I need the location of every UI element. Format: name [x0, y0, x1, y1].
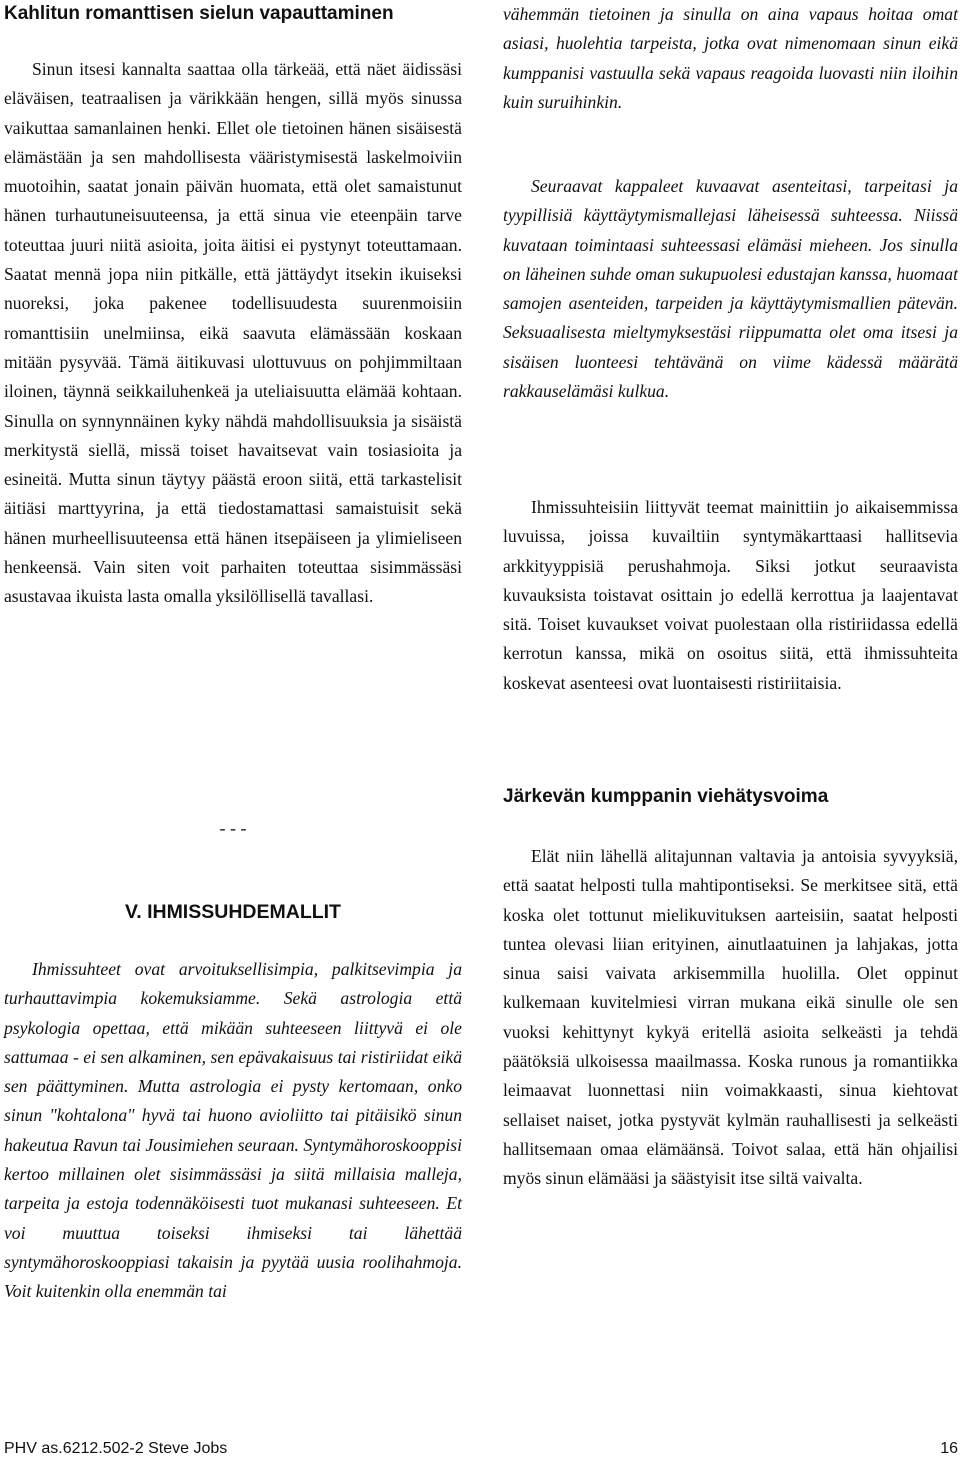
- paragraph-freedom: [503, 0, 958, 117]
- section-title-romantic-soul: Kahlitun romanttisen sielun vapauttaminen: [4, 3, 394, 24]
- page-number: 16: [940, 1440, 958, 1457]
- italic-paragraph: vähemmän tietoinen ja sinulla on aina vapaus hoitaa omat asiasi, huolehtia tarpeista, jotka ovat nimenomaan sinun eikä kumppanisi vastuulla sekä vapaus reagoida luovasti niin iloihin kuin suruihinkin.: [503, 4, 958, 112]
- body-paragraph: Sinun itsesi kannalta saattaa olla tärkeää, että näet äidissäsi eläväisen, teatraalisen ja värikkään hengen, sillä myös sinussa vaikuttaa samanlainen henki. Ellet ole tietoinen hänen sisäisestä elämästään ja sen mahdollisesta vääristymisestä laskelmoiviin muotoihin, saatat jonain päivän huomata, että olet samaistunut hänen turhautuneisuuteensa, ja että sinua vie eteenpäin tarve toteuttaa juuri niitä asioita, joita äitisi ei pystynyt toteuttamaan. Saatat mennä jopa niin pitkälle, että jättäydyt itsekin ikuiseksi nuoreksi, joka pakenee todellisuudesta suurenmoisiin romanttisiin unelmiinsa, eikä saavuta elämässään koskaan mitään pysyvää. Tämä äitikuvasi ulottuvuus on pohjimmiltaan iloinen, täynnä seikkailuhenkeä ja uteliaisuutta elämää kohtaan. Sinulla on synnynnäinen kyky nähdä mahdollisuuksia ja sisäistä merkitystä siellä, missä toiset havaitsevat vain tosiasioita ja esineitä. Mutta sinun täytyy päästä eroon siitä, että tarkastelisit äitiäsi marttyyrina, ja että tiedostamattasi samaistuisit sekä hänen murheellisuuteensa että hänen itsepäiseen ja ylimieliseen henkeensä. Vain siten voit parhaiten toteuttaa sisimmässäsi asustavaa ikuista lasta omalla yksilöllisellä tavallasi.: [4, 59, 462, 607]
- body-paragraph: Ihmissuhteisiin liittyvät teemat mainittiin jo aikaisemmissa luvuissa, joissa kuvailtiin syntymäkarttaasi hallitsevia arkkityyppisiä perushahmoja. Siksi jotkut seuraavista kuvauksista toistavat osittain jo edellä kerrottua ja laajentavat sitä. Toiset kuvaukset voivat puolestaan olla ristiriidassa edellä kerrotun kanssa, mikä on osoitus siitä, että ihmissuhteita koskevat asenteesi ovat luontaisesti ristiriitaisia.: [503, 497, 958, 693]
- paragraph-themes: [503, 493, 958, 698]
- section-separator: - - -: [219, 818, 247, 838]
- paragraph-relationships-intro: [4, 955, 462, 1307]
- italic-paragraph: Seuraavat kappaleet kuvaavat asenteitasi, tarpeitasi ja tyypillisiä käyttäytymismallejasi läheisessä suhteessa. Niissä kuvataan toimintaasi suhteessasi elämäsi mieheen. Jos sinulla on läheinen suhde oman sukupuolesi edustajan kanssa, huomaat samojen asenteiden, tarpeiden ja käyttäytymismallien pätevän. Seksuaalisesta mieltymyksestäsi riippumatta olet oma itsesi ja sisäisen luonteesi tehtävänä on viime kädessä määrätä rakkauselämäsi kulkua.: [503, 176, 958, 402]
- section-title-rational-partner: Järkevän kumppanin viehätysvoima: [503, 786, 829, 807]
- italic-paragraph: Ihmissuhteet ovat arvoituksellisimpia, palkitsevimpia ja turhauttavimpia kokemuksiamme. Sekä astrologia että psykologia opettaa, että mikään suhteeseen liittyvä ei ole sattumaa - ei sen alkaminen, sen epävakaisuus tai ristiriidat eikä sen päättyminen. Mutta astrologia ei pysty kertomaan, onko sinun "kohtalona" hyvä tai huono avioliitto tai pitäisikö sinun hakeutua Ravun tai Jousimiehen seuraan. Syntymähoroskooppisi kertoo millainen olet sisimmässäsi ja siitä millaisia malleja, tarpeita ja estoja todennäköisesti tuot mukanasi suhteeseen. Et voi muuttua toiseksi ihmiseksi tai lähettää syntymähoroskooppiasi takaisin ja pyytää uusia roolihahmoja. Voit kuitenkin olla enemmän tai: [4, 959, 462, 1302]
- body-paragraph: Elät niin lähellä alitajunnan valtavia ja antoisia syvyyksiä, että saatat helposti tulla mahtipontiseksi. Se merkitsee sitä, että koska olet tottunut mielikuvituksen aarteisiin, saatat helposti tuntea olevasi liian erityinen, ainutlaatuinen ja lahjakas, jotta sinua saisi vaivata arkisemmilla huolilla. Olet oppinut kulkemaan kuvitelmiesi virran mukana eikä sinulle ole sen vuoksi kehittynyt kykyä eritellä asioita selkeästi ja tehdä päätöksiä ulkoisessa maailmassa. Koska runous ja romantiikka leimaavat luonnettasi niin voimakkaasti, sinua kiehtovat sellaiset naiset, jotka pystyvät kylmän rauhallisesti ja selkeästi hallitsemaan omaa elämäänsä. Toivot salaa, että hän ohjailisi myös sinun elämääsi ja säästyisit itse siltä vaivalta.: [503, 846, 958, 1189]
- chapter-heading: V. IHMISSUHDEMALLIT: [125, 901, 341, 923]
- footer-document-id: PHV as.6212.502-2 Steve Jobs: [4, 1440, 228, 1457]
- paragraph-rational-partner: [503, 842, 958, 1194]
- paragraph-romantic-soul: [4, 55, 462, 612]
- paragraph-patterns: [503, 172, 958, 406]
